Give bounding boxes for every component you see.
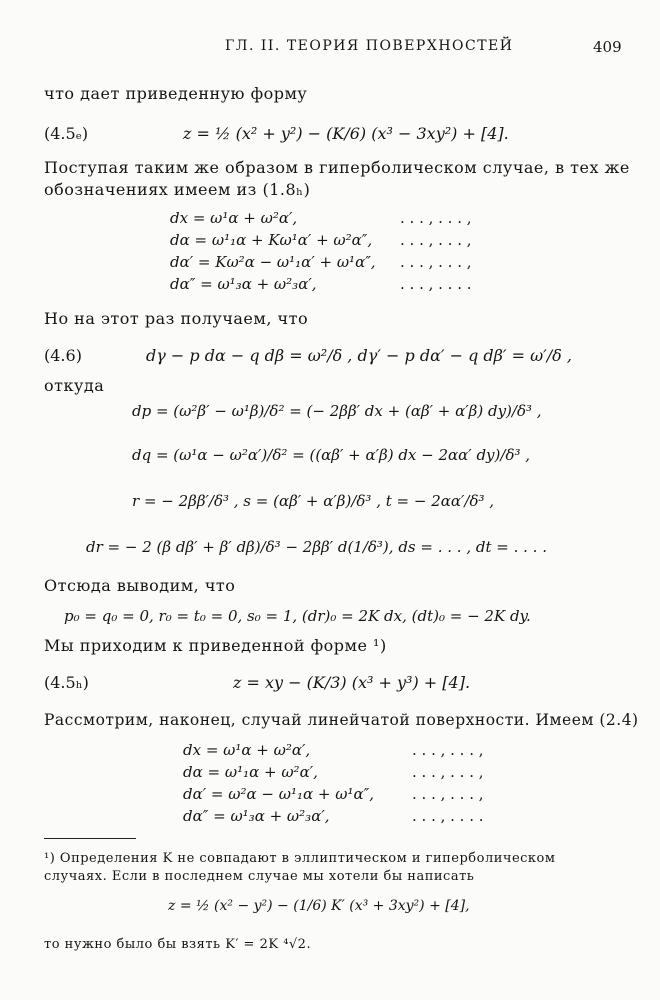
derivative-dp: dp = (ω²β′ − ω¹β)/δ² = (− 2ββ′ dx + (αβ′ + α′β) dy)/δ³ , (132, 402, 542, 420)
text-but-now: Но на этот раз получаем, что (44, 309, 309, 328)
text-whence: откуда (44, 376, 105, 395)
footnote-formula: z = ½ (x² − y²) − (1/6) K′ (x³ + 3xy²) + [4], (168, 898, 470, 914)
equation-label-4-5h: (4.5ₕ) (44, 673, 89, 692)
system-hyperbolic-row: dx = ω¹α + ω²α′, (170, 209, 298, 227)
system-hyperbolic-dots: . . . , . . . , (400, 253, 472, 271)
system-ruled-row: dα″ = ω¹₃α + ω²₃α′, (183, 807, 330, 825)
system-ruled-dots: . . . , . . . , (412, 763, 484, 781)
system-hyperbolic-row: dα = ω¹₁α + Kω¹α′ + ω²α″, (170, 231, 373, 249)
system-ruled-dots: . . . , . . . . (412, 807, 484, 825)
footnote-conclusion: то нужно было бы взять K′ = 2K ⁴√2. (44, 937, 312, 952)
text-ruled-surface: Рассмотрим, наконец, случай линейчатой поверхности. Имеем (2.4) (44, 711, 639, 729)
system-hyperbolic-dots: . . . , . . . , (400, 209, 472, 227)
paragraph-hyperbolic-line-2: обозначениях имеем из (1.8ₕ) (44, 180, 311, 199)
equation-label-4-5e: (4.5ₑ) (44, 124, 89, 143)
derivative-dq: dq = (ω¹α − ω²α′)/δ² = ((αβ′ + α′β) dx − 2αα′ dy)/δ³ , (132, 446, 531, 464)
system-ruled-row: dx = ω¹α + ω²α′, (183, 741, 311, 759)
intro-text: что дает приведенную форму (44, 84, 308, 103)
footnote-line-2: случаях. Если в последнем случае мы хотели бы написать (44, 869, 475, 884)
equation-4-5h: z = xy − (K/3) (x³ + y³) + [4]. (233, 673, 471, 692)
text-hence: Отсюда выводим, что (44, 576, 236, 595)
system-hyperbolic-row: dα″ = ω¹₃α + ω²₃α′, (170, 275, 317, 293)
equation-4-5e: z = ½ (x² + y²) − (K/6) (x³ − 3xy²) + [4]. (183, 124, 509, 143)
footnote-line-1: ¹) Определения K не совпадают в эллиптическом и гиперболическом (44, 851, 556, 866)
initial-values: p₀ = q₀ = 0, r₀ = t₀ = 0, s₀ = 1, (dr)₀ = 2K dx, (dt)₀ = − 2K dy. (64, 607, 531, 625)
paragraph-hyperbolic-line-1: Поступая таким же образом в гиперболическом случае, в тех же (44, 158, 630, 177)
system-ruled-row: dα′ = ω²α − ω¹₁α + ω¹α″, (183, 785, 374, 803)
page-number: 409 (593, 38, 622, 56)
system-ruled-dots: . . . , . . . , (412, 785, 484, 803)
system-hyperbolic-dots: . . . , . . . . (400, 275, 472, 293)
system-ruled-dots: . . . , . . . , (412, 741, 484, 759)
footnote-rule (44, 838, 136, 839)
running-title: ГЛ. II. ТЕОРИЯ ПОВЕРХНОСТЕЙ (225, 38, 514, 54)
derivative-dr: dr = − 2 (β dβ′ + β′ dβ)/δ³ − 2ββ′ d(1/δ³), ds = . . . , dt = . . . . (86, 538, 547, 556)
text-reduced-form: Мы приходим к приведенной форме ¹) (44, 636, 387, 655)
system-hyperbolic-row: dα′ = Kω²α − ω¹₁α′ + ω¹α″, (170, 253, 376, 271)
second-derivatives: r = − 2ββ′/δ³ , s = (αβ′ + α′β)/δ³ , t = − 2αα′/δ³ , (132, 492, 495, 510)
system-ruled-row: dα = ω¹₁α + ω²α′, (183, 763, 318, 781)
equation-4-6: dγ − p dα − q dβ = ω²/δ , dγ′ − p dα′ − q dβ′ = ω′/δ , (146, 346, 572, 365)
system-hyperbolic-dots: . . . , . . . , (400, 231, 472, 249)
equation-label-4-6: (4.6) (44, 346, 82, 365)
